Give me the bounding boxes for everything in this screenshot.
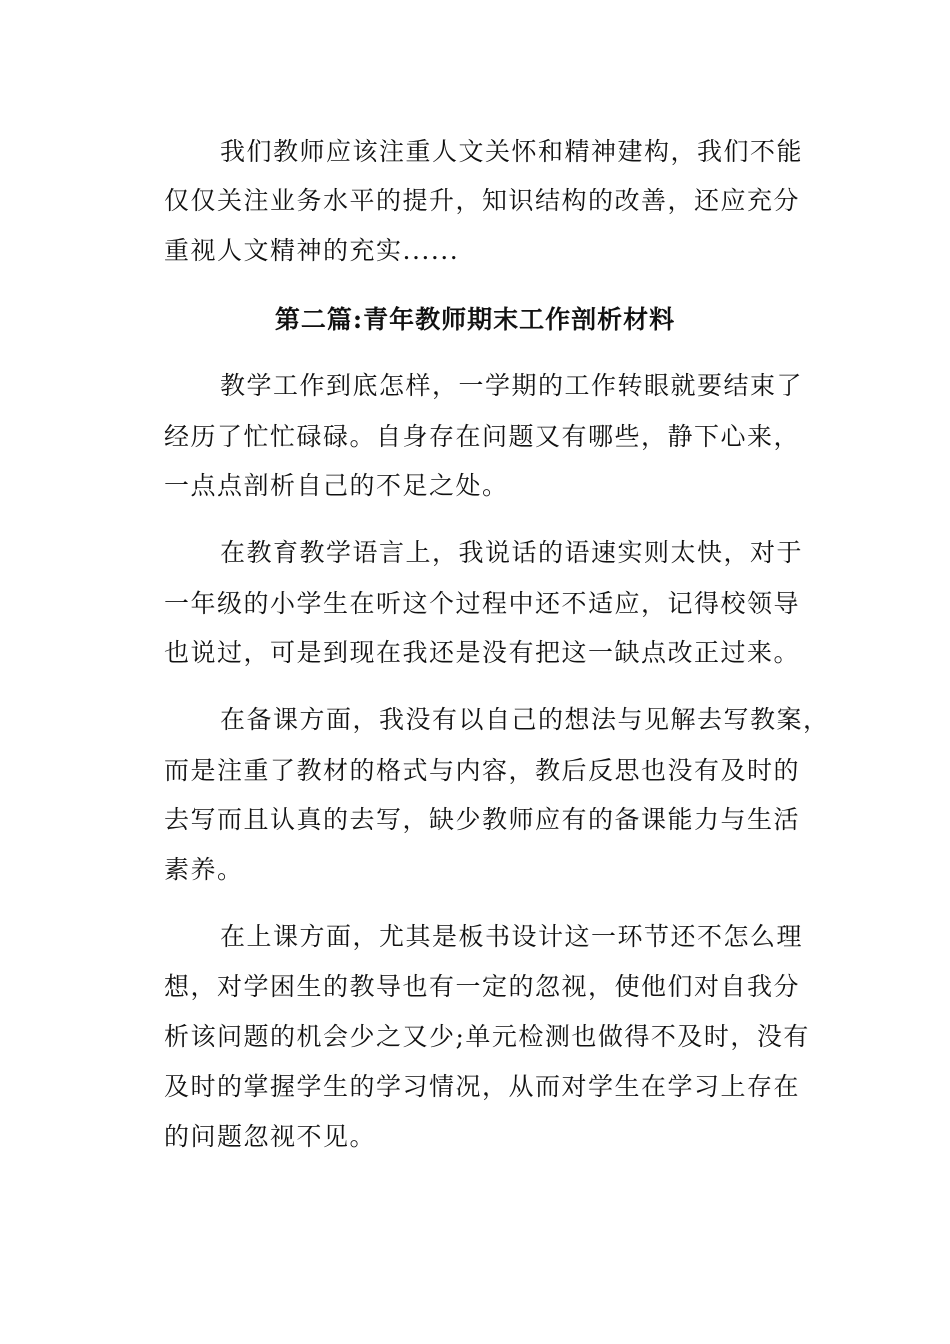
paragraph-line: 重视人文精神的充实...... — [164, 236, 460, 265]
paragraph-line: 一点点剖析自己的不足之处。 — [164, 471, 509, 500]
paragraph-line: 在上课方面，尤其是板书设计这一环节还不怎么理 — [220, 922, 804, 951]
paragraph-line: 仅仅关注业务水平的提升，知识结构的改善，还应充分 — [164, 186, 801, 215]
paragraph-line: 经历了忙忙碌碌。自身存在问题又有哪些，静下心来， — [164, 422, 801, 451]
paragraph-line: 在备课方面，我没有以自己的想法与见解去写教案， — [220, 705, 830, 734]
paragraph-line: 的问题忽视不见。 — [164, 1122, 377, 1151]
paragraph-line: 而是注重了教材的格式与内容，教后反思也没有及时的 — [164, 756, 801, 785]
paragraph-line: 析该问题的机会少之又少;单元检测也做得不及时，没有 — [164, 1022, 810, 1051]
paragraph-line: 及时的掌握学生的学习情况，从而对学生在学习上存在 — [164, 1072, 801, 1101]
paragraph-line: 教学工作到底怎样，一学期的工作转眼就要结束了 — [220, 371, 804, 400]
paragraph-line: 去写而且认真的去写，缺少教师应有的备课能力与生活 — [164, 805, 801, 834]
paragraph-line: 在教育教学语言上，我说话的语速实则太快，对于 — [220, 538, 804, 567]
paragraph-line: 素养。 — [164, 855, 244, 884]
paragraph-line: 想，对学困生的教导也有一定的忽视，使他们对自我分 — [164, 972, 801, 1001]
paragraph-line: 一年级的小学生在听这个过程中还不适应，记得校领导 — [164, 589, 801, 618]
paragraph-line: 我们教师应该注重人文关怀和精神建构，我们不能 — [220, 137, 804, 166]
section-heading: 第二篇:青年教师期末工作剖析材料 — [274, 305, 676, 334]
paragraph-line: 也说过，可是到现在我还是没有把这一缺点改正过来。 — [164, 638, 801, 667]
